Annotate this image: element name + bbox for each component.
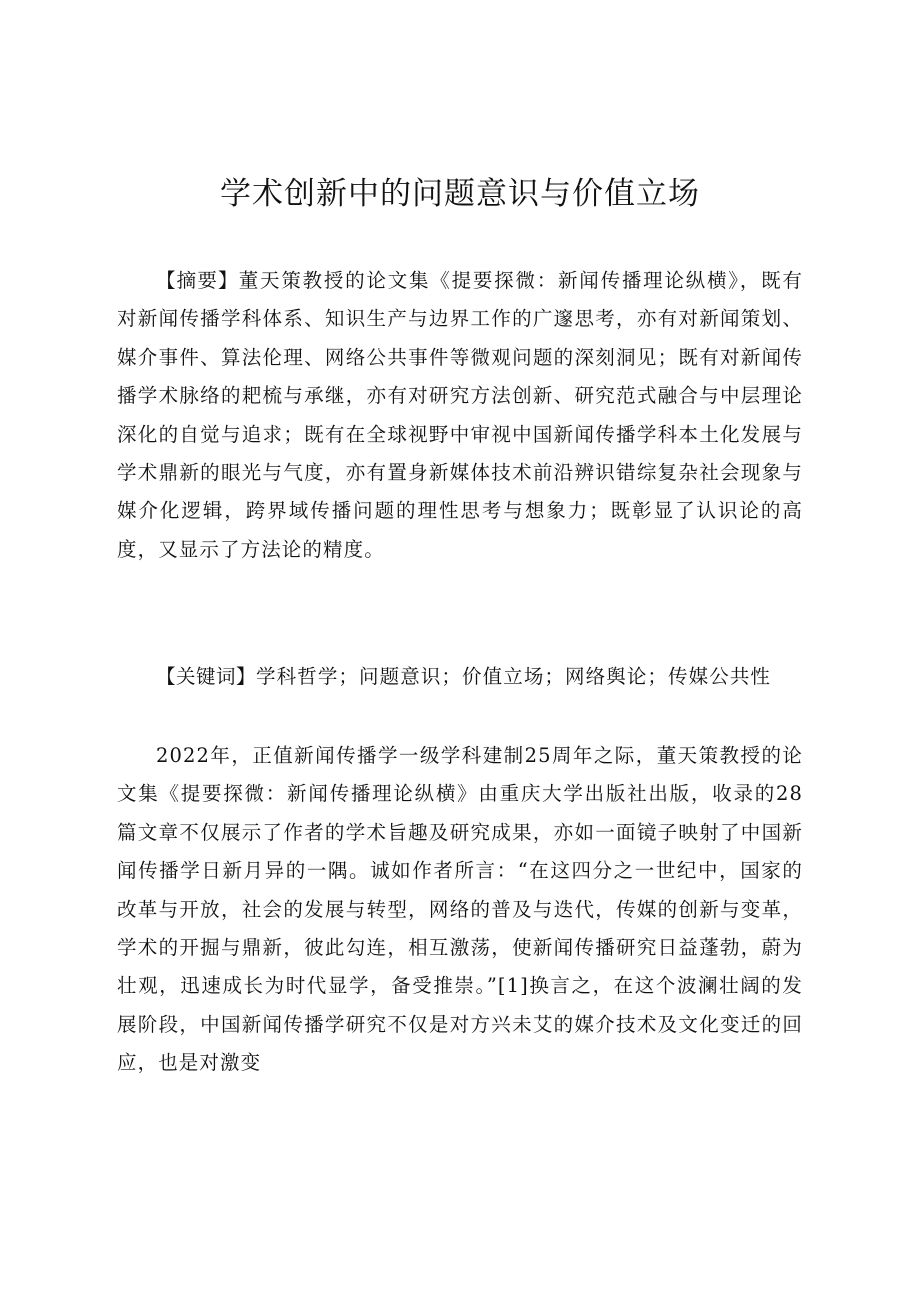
abstract-text: 董天策教授的论文集《提要探微：新闻传播理论纵横》，既有对新闻传播学科体系、知识生产与边界工作的广邃思考，亦有对新闻策划、媒介事件、算法伦理、网络公共事件等微观问题的深刻洞见；既有对新闻传播学术脉络的耙梳与承继，亦有对研究方法创新、研究范式融合与中层理论深化的自觉与追求；既有在全球视野中审视中国新闻传播学科本土化发展与学术鼎新的眼光与气度，亦有置身新媒体技术前沿辨识错综复杂社会现象与媒介化逻辑，跨界域传播问题的理性思考与想象力；既彰显了认识论的高度，又显示了方法论的精度。	[117, 269, 803, 561]
keywords-label: 【关键词】	[156, 665, 257, 688]
document-title: 学术创新中的问题意识与价值立场	[220, 176, 700, 212]
abstract-label: 【摘要】	[156, 269, 239, 292]
abstract-paragraph	[117, 262, 803, 569]
keywords-paragraph	[117, 658, 803, 696]
keywords-text: 学科哲学；问题意识；价值立场；网络舆论；传媒公共性	[256, 665, 772, 688]
intro-paragraph: 2022年，正值新闻传播学一级学科建制25周年之际，董天策教授的论文集《提要探微：新闻传播理论纵横》由重庆大学出版社出版，收录的28篇文章不仅展示了作者的学术旨趣及研究成果，亦如一面镜子映射了中国新闻传播学日新月异的一隅。诚如作者所言：“在这四分之一世纪中，国家的改革与开放，社会的发展与转型，网络的普及与迭代，传媒的创新与变革，学术的开掘与鼎新，彼此勾连，相互激荡，使新闻传播研究日益蓬勃，蔚为壮观，迅速成长为时代显学，备受推崇。”[1]换言之，在这个波澜壮阔的发展阶段，中国新闻传播学研究不仅是对方兴未艾的媒介技术及文化变迁的回应，也是对激变	[117, 744, 803, 1075]
